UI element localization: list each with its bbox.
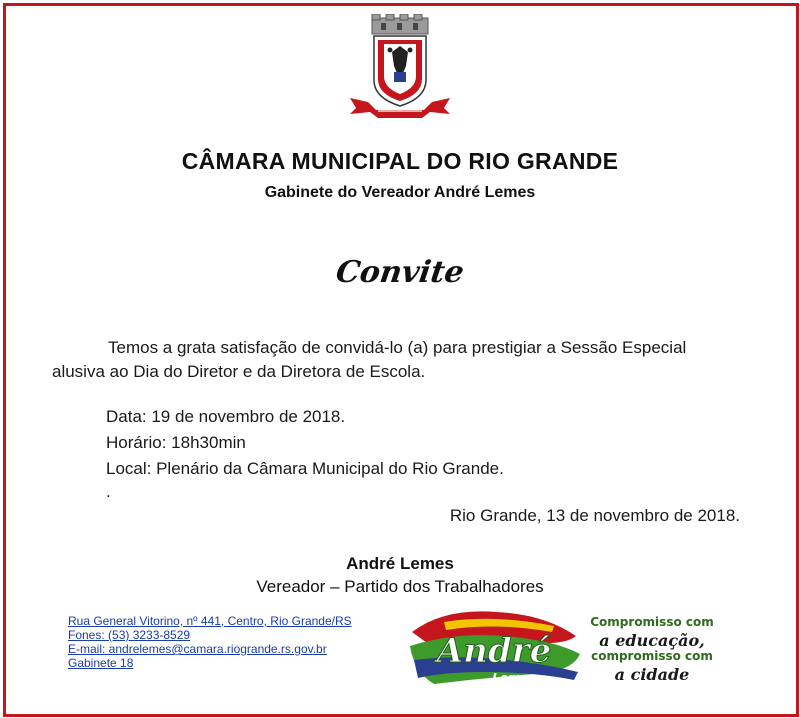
page-subtitle: Gabinete do Vereador André Lemes	[264, 184, 536, 201]
contact-email-link[interactable]: E-mail: andrelemes@camara.riogrande.rs.gov.br	[68, 642, 327, 656]
contact-phones-link[interactable]: Fones: (53) 3233-8529	[68, 628, 191, 642]
invitation-paragraph-line-2: alusiva ao Dia do Diretor e da Diretora de Escola.	[52, 362, 426, 381]
contact-block	[68, 614, 352, 670]
stray-dot: .	[106, 482, 111, 501]
page-title: CÂMARA MUNICIPAL DO RIO GRANDE	[181, 148, 619, 174]
andre-lemes-logo	[404, 602, 584, 694]
invitation-paragraph-line-1: Temos a grata satisfação de convidá-lo (a) para prestigiar a Sessão Especial	[108, 338, 687, 357]
slogan-line-1: Compromisso com	[590, 615, 714, 629]
logo-surname: Lemes	[492, 671, 536, 685]
signature-role: Vereador – Partido dos Trabalhadores	[256, 577, 544, 596]
event-time: Horário: 18h30min	[106, 433, 246, 452]
place-and-date: Rio Grande, 13 de novembro de 2018.	[449, 506, 740, 525]
contact-office-link[interactable]: Gabinete 18	[68, 656, 134, 670]
event-location: Local: Plenário da Câmara Municipal do Rio Grande.	[106, 459, 504, 478]
invitation-heading: Convite	[333, 255, 467, 290]
event-date: Data: 19 de novembro de 2018.	[106, 407, 346, 426]
slogan-line-4: a cidade	[614, 665, 690, 684]
municipal-coat-of-arms-icon	[346, 14, 454, 122]
slogan-line-3: compromisso com	[591, 649, 713, 663]
contact-address-link[interactable]: Rua General Vitorino, nº 441, Centro, Rio Grande/RS	[68, 614, 352, 628]
slogan-line-2: a educação,	[599, 631, 705, 650]
signature-name: André Lemes	[346, 554, 454, 573]
logo-name: André	[436, 631, 552, 671]
campaign-slogan	[590, 612, 720, 690]
